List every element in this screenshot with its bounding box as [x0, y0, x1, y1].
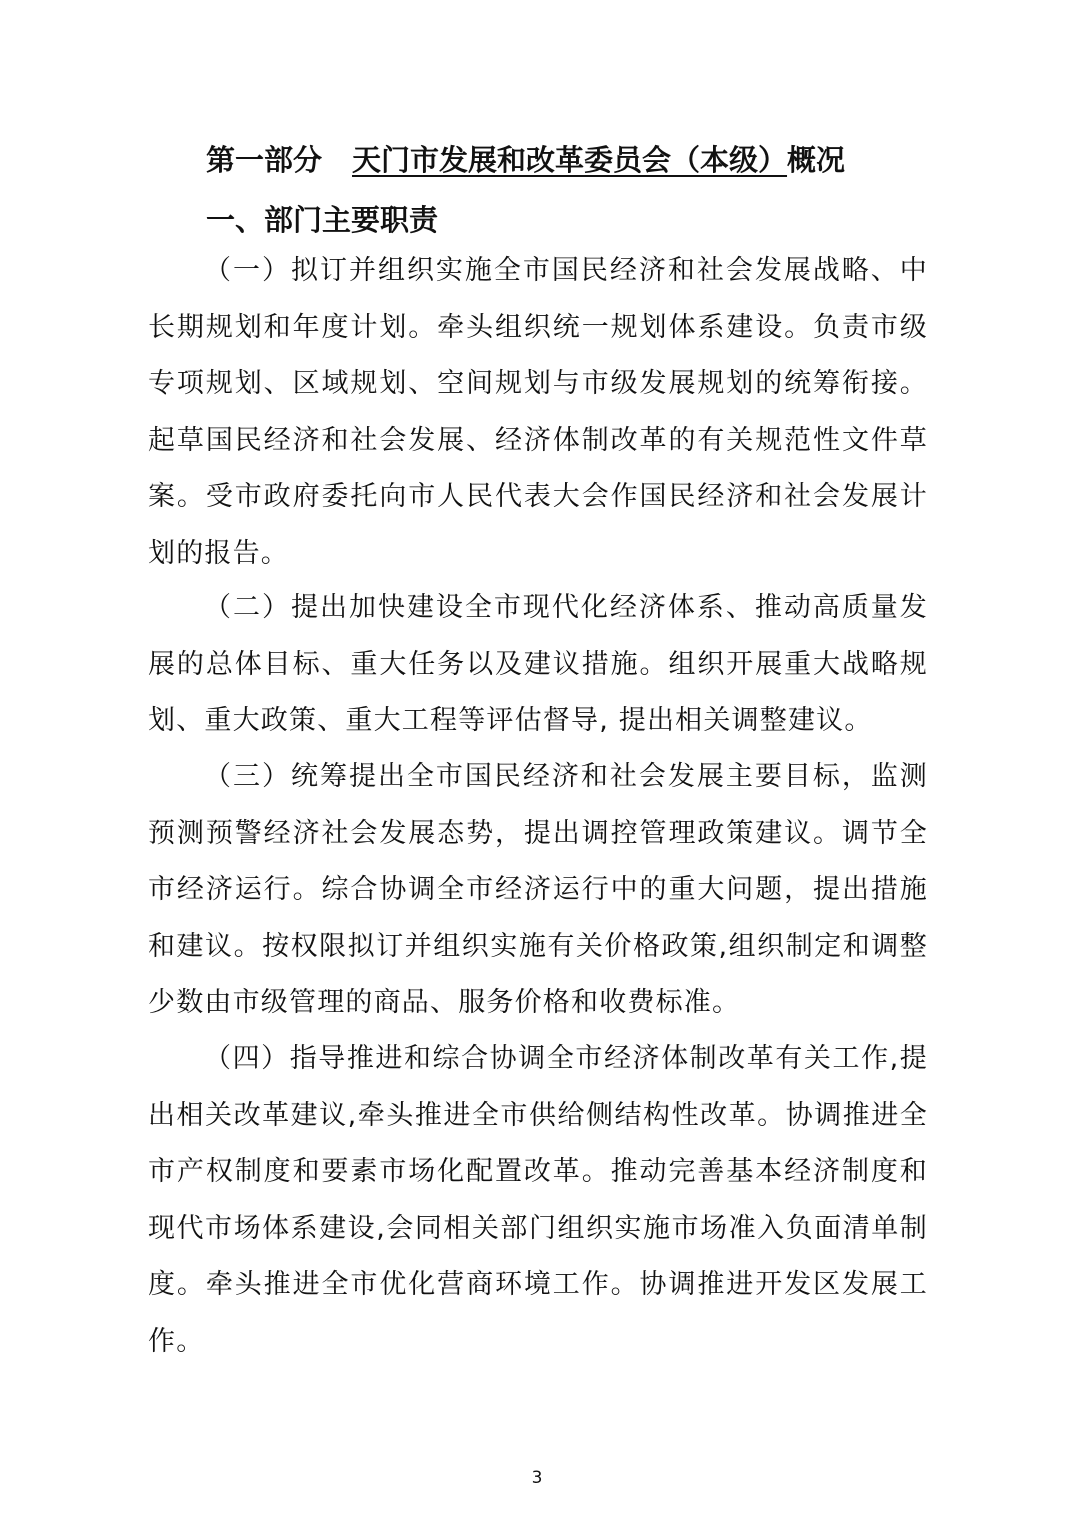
title-org: 天门市发展和改革委员会（本级） — [352, 143, 788, 177]
paragraph-2: （二）提出加快建设全市现代化经济体系、推动高质量发展的总体目标、重大任务以及建议措施。组织开展重大战略规划、重大政策、重大工程等评估督导, 提出相关调整建议。 — [148, 592, 928, 736]
paragraph-4: （四）指导推进和综合协调全市经济体制改革有关工作,提出相关改革建议,牵头推进全市供给侧结构性改革。协调推进全市产权制度和要素市场化配置改革。推动完善基本经济制度和现代市场体系建设,会同相关部门组织实施市场准入负面清单制度。牵头推进全市优化营商环境工作。协调推进开发区发展工作。 — [148, 1043, 928, 1357]
paragraph-1: （一）拟订并组织实施全市国民经济和社会发展战略、中长期规划和年度计划。牵头组织统一规划体系建设。负责市级专项规划、区域规划、空间规划与市级发展规划的统筹衔接。起草国民经济和社会发展、经济体制改革的有关规范性文件草案。受市政府委托向市人民代表大会作国民经济和社会发展计划的报告。 — [148, 255, 928, 569]
paragraph-3: （三）统筹提出全市国民经济和社会发展主要目标，监测预测预警经济社会发展态势，提出调控管理政策建议。调节全市经济运行。综合协调全市经济运行中的重大问题，提出措施和建议。按权限拟订并组织实施有关价格政策,组织制定和调整少数由市级管理的商品、服务价格和收费标准。 — [148, 761, 928, 1018]
title-suffix: 概况 — [787, 143, 846, 177]
section-heading: 一、部门主要职责 — [206, 203, 439, 237]
page-number: 3 — [531, 1468, 543, 1488]
title-part: 第一部分 — [206, 143, 323, 177]
page-title — [206, 138, 845, 182]
